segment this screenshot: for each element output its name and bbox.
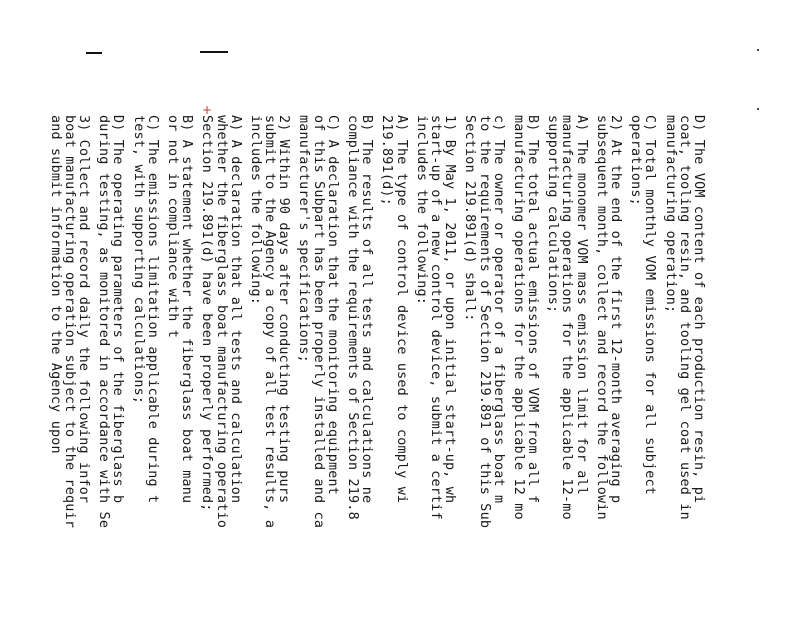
text-line: manufacturing operations for the applicable 12 mo <box>510 115 526 520</box>
text-line: C) A declaration that the monitoring equipment <box>324 115 340 496</box>
text-line: boat manufacturing operation subject to the requir <box>61 115 77 529</box>
text-line: B) The total actual emissions of VOM from all f <box>525 115 541 504</box>
rotated-text-block <box>48 115 706 618</box>
text-line: and submit information to the Agency upon <box>47 115 63 454</box>
text-line: manufacturing operations for the applicable 12-mo <box>559 115 575 520</box>
text-line: submit to the Agency a copy of all test results, a <box>262 115 278 529</box>
text-line: or not in compliance with t <box>165 115 180 339</box>
text-line: start-up of a new control device, submit a certif <box>428 115 443 520</box>
text-line: 2) At the end of the first 12-month averaging p <box>608 115 624 504</box>
text-line: Section 219.891(d) shall: <box>462 115 478 322</box>
text-line: 1) By May 1, 2011, or upon initial start-up, wh <box>442 115 458 504</box>
red-cross-mark: + <box>202 103 213 117</box>
text-line: A) A declaration that all tests and calculation <box>227 115 243 504</box>
text-line: 3) Collect and record daily the following infor <box>76 115 92 504</box>
text-line: A) The monomer VOM mass emission limit for all <box>573 115 589 496</box>
text-line: compliance with the requirements of Section 219.8 <box>345 115 361 520</box>
text-line: of this Subpart has been properly installed and ca <box>310 115 326 529</box>
scan-speck-top-right <box>757 49 759 51</box>
text-line: coat, tooling resin, and tooling gel coat used in <box>676 115 692 520</box>
text-line: whether the fiberglass boat manufacturing operatio <box>213 115 229 529</box>
text-line: Section 219.891(d) have been properly performed; <box>199 115 215 512</box>
scan-mark-center <box>200 51 228 53</box>
text-line: C) The emissions limitation applicable during t <box>144 115 160 504</box>
text-line: during testing, as monitored in accordance with Se <box>96 115 112 529</box>
text-line: subsequent month, collect and record the followin <box>593 115 609 520</box>
text-line: manufacturer's specifications; <box>296 115 312 363</box>
text-line: c) The owner or operator of a fiberglass boat m <box>490 115 506 504</box>
text-line: B) A statement whether the fiberglass boat manu <box>179 115 195 504</box>
text-line: 219.891(d); <box>379 115 395 206</box>
text-line: manufacturing operation; <box>662 115 678 314</box>
text-line: operations; <box>628 115 644 206</box>
text-line: D) The VOM content of each production resin, pi <box>691 115 706 504</box>
text-line: to the requirements of Section 219.891 of this Sub <box>476 115 492 529</box>
text-line: C) Total monthly VOM emissions for all subject <box>642 115 658 496</box>
text-line: A) The type of control device used to comply wi <box>393 115 409 504</box>
text-line: 2) Within 90 days after conducting testing purs <box>276 115 292 504</box>
text-line: includes the following: <box>413 115 429 306</box>
text-line: test, with supporting calculations; <box>130 115 146 405</box>
text-line: includes the following: <box>247 115 263 306</box>
text-line: D) The operating parameters of the fiberglass b <box>110 115 126 504</box>
text-line: supporting calculations; <box>545 115 561 314</box>
scan-speck-right <box>757 108 759 110</box>
text-line: B) The results of all tests and calculations ne <box>359 115 375 504</box>
scan-mark-left <box>86 52 102 54</box>
